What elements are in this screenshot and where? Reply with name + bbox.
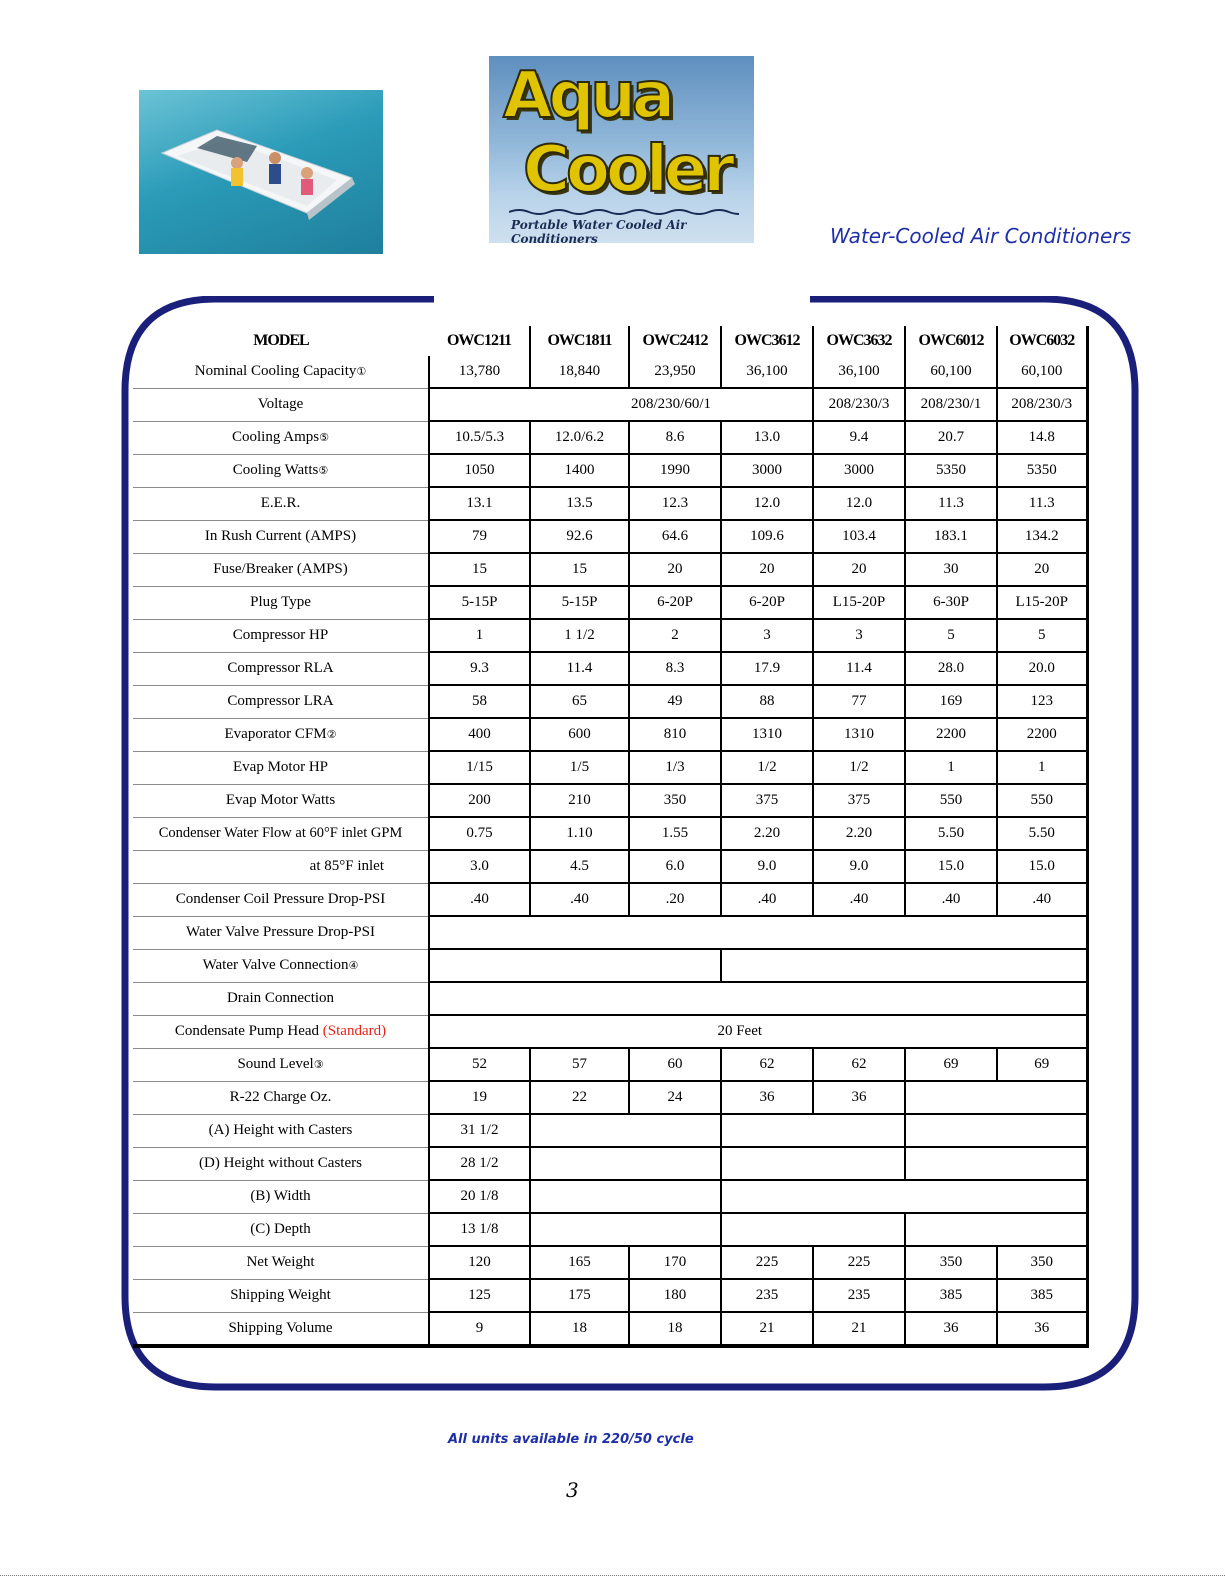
table-cell: 12.3 bbox=[629, 487, 721, 520]
table-cell: 60 bbox=[629, 1048, 721, 1081]
table-cell: 165 bbox=[530, 1246, 629, 1279]
table-cell: 6-20P bbox=[721, 586, 813, 619]
table-cell bbox=[905, 1213, 1087, 1246]
table-cell: 12.0 bbox=[721, 487, 813, 520]
table-cell: 183.1 bbox=[905, 520, 997, 553]
table-row bbox=[133, 619, 1087, 652]
table-cell: 5 bbox=[997, 619, 1087, 652]
table-cell: 385 bbox=[905, 1279, 997, 1312]
table-cell: 1400 bbox=[530, 454, 629, 487]
table-cell: 225 bbox=[813, 1246, 905, 1279]
table-cell: 77 bbox=[813, 685, 905, 718]
table-cell: 3 bbox=[721, 619, 813, 652]
table-cell: 36,100 bbox=[813, 356, 905, 388]
table-cell bbox=[905, 1147, 1087, 1180]
logo-wave bbox=[509, 208, 739, 216]
table-cell: 21 bbox=[813, 1312, 905, 1346]
table-cell: 3 bbox=[813, 619, 905, 652]
table-cell: 5-15P bbox=[429, 586, 530, 619]
table-cell: 22 bbox=[530, 1081, 629, 1114]
table-cell: 88 bbox=[721, 685, 813, 718]
model-column-header: OWC3612 bbox=[721, 326, 813, 356]
model-column-header: OWC6012 bbox=[905, 326, 997, 356]
table-cell: 9.0 bbox=[813, 850, 905, 883]
row-label: Shipping Volume bbox=[133, 1312, 429, 1346]
row-label: E.E.R. bbox=[133, 487, 429, 520]
row-label: Voltage bbox=[133, 388, 429, 421]
table-cell: 12.0/6.2 bbox=[530, 421, 629, 454]
table-cell: 60,100 bbox=[905, 356, 997, 388]
page-edge-divider bbox=[0, 1575, 1225, 1576]
row-label: Evap Motor Watts bbox=[133, 784, 429, 817]
table-row bbox=[133, 685, 1087, 718]
table-cell: 19 bbox=[429, 1081, 530, 1114]
table-cell: 20 bbox=[813, 553, 905, 586]
table-cell bbox=[721, 949, 1087, 982]
table-cell: 5-15P bbox=[530, 586, 629, 619]
table-cell: 235 bbox=[813, 1279, 905, 1312]
table-cell: 1310 bbox=[721, 718, 813, 751]
table-cell: 210 bbox=[530, 784, 629, 817]
table-cell: 134.2 bbox=[997, 520, 1087, 553]
table-cell: 3000 bbox=[721, 454, 813, 487]
table-cell: 350 bbox=[905, 1246, 997, 1279]
table-cell: 20 1/8 bbox=[429, 1180, 530, 1213]
table-cell bbox=[429, 982, 1087, 1015]
table-cell: 28 1/2 bbox=[429, 1147, 530, 1180]
table-cell: 10.5/5.3 bbox=[429, 421, 530, 454]
table-cell: 64.6 bbox=[629, 520, 721, 553]
table-cell: 0.75 bbox=[429, 817, 530, 850]
table-cell: 109.6 bbox=[721, 520, 813, 553]
table-cell bbox=[530, 1213, 721, 1246]
table-cell: 3000 bbox=[813, 454, 905, 487]
table-cell bbox=[429, 916, 1087, 949]
table-cell: 13.1 bbox=[429, 487, 530, 520]
table-cell: 58 bbox=[429, 685, 530, 718]
table-cell bbox=[530, 1180, 721, 1213]
table-cell: 13.5 bbox=[530, 487, 629, 520]
table-row bbox=[133, 356, 1087, 388]
table-cell: 225 bbox=[721, 1246, 813, 1279]
table-row bbox=[133, 1015, 1087, 1048]
model-column-header: OWC3632 bbox=[813, 326, 905, 356]
table-cell: 385 bbox=[997, 1279, 1087, 1312]
table-cell: 20.0 bbox=[997, 652, 1087, 685]
table-cell: 1 1/2 bbox=[530, 619, 629, 652]
table-row bbox=[133, 784, 1087, 817]
table-cell: L15-20P bbox=[813, 586, 905, 619]
table-cell: 6-20P bbox=[629, 586, 721, 619]
row-label: Compressor LRA bbox=[133, 685, 429, 718]
row-label: (B) Width bbox=[133, 1180, 429, 1213]
table-cell: 31 1/2 bbox=[429, 1114, 530, 1147]
table-cell: 57 bbox=[530, 1048, 629, 1081]
table-cell: 208/230/1 bbox=[905, 388, 997, 421]
availability-note: All units available in 220/50 cycle bbox=[448, 1432, 694, 1447]
table-cell: 18 bbox=[629, 1312, 721, 1346]
table-row bbox=[133, 1147, 1087, 1180]
table-row bbox=[133, 520, 1087, 553]
table-row bbox=[133, 850, 1087, 883]
table-cell: 21 bbox=[721, 1312, 813, 1346]
row-label: (C) Depth bbox=[133, 1213, 429, 1246]
table-row bbox=[133, 1279, 1087, 1312]
table-cell: 550 bbox=[997, 784, 1087, 817]
row-label: Nominal Cooling Capacity① bbox=[133, 356, 429, 388]
table-row bbox=[133, 1246, 1087, 1279]
table-row bbox=[133, 1213, 1087, 1246]
table-cell: .40 bbox=[813, 883, 905, 916]
table-row bbox=[133, 1180, 1087, 1213]
table-cell: .40 bbox=[429, 883, 530, 916]
table-cell: 3.0 bbox=[429, 850, 530, 883]
model-column-header: OWC1811 bbox=[530, 326, 629, 356]
table-cell: 103.4 bbox=[813, 520, 905, 553]
table-header-row bbox=[133, 326, 1087, 356]
page-tagline: Water-Cooled Air Conditioners bbox=[830, 224, 1131, 248]
table-cell: 6-30P bbox=[905, 586, 997, 619]
row-label: Fuse/Breaker (AMPS) bbox=[133, 553, 429, 586]
table-cell: 2 bbox=[629, 619, 721, 652]
table-row bbox=[133, 1114, 1087, 1147]
table-cell: 1.10 bbox=[530, 817, 629, 850]
table-cell: 1 bbox=[429, 619, 530, 652]
model-header: MODEL bbox=[253, 332, 309, 349]
table-cell: 62 bbox=[813, 1048, 905, 1081]
table-cell: 92.6 bbox=[530, 520, 629, 553]
table-cell: 14.8 bbox=[997, 421, 1087, 454]
table-cell: 36,100 bbox=[721, 356, 813, 388]
table-cell: 15 bbox=[429, 553, 530, 586]
table-row bbox=[133, 982, 1087, 1015]
boat-photo bbox=[139, 90, 383, 254]
table-cell: 13 1/8 bbox=[429, 1213, 530, 1246]
table-cell: 18,840 bbox=[530, 356, 629, 388]
table-cell: 170 bbox=[629, 1246, 721, 1279]
table-cell: 9.3 bbox=[429, 652, 530, 685]
row-label: In Rush Current (AMPS) bbox=[133, 520, 429, 553]
table-cell: 9.0 bbox=[721, 850, 813, 883]
model-column-header: OWC2412 bbox=[629, 326, 721, 356]
table-cell: 60,100 bbox=[997, 356, 1087, 388]
table-row bbox=[133, 817, 1087, 850]
row-label: Compressor HP bbox=[133, 619, 429, 652]
page-number: 3 bbox=[566, 1478, 579, 1502]
table-cell: 20 bbox=[629, 553, 721, 586]
table-cell: 5 bbox=[905, 619, 997, 652]
table-cell: 200 bbox=[429, 784, 530, 817]
table-cell: 400 bbox=[429, 718, 530, 751]
row-label: Shipping Weight bbox=[133, 1279, 429, 1312]
table-cell: 235 bbox=[721, 1279, 813, 1312]
table-cell: 28.0 bbox=[905, 652, 997, 685]
table-cell: 180 bbox=[629, 1279, 721, 1312]
table-cell: 5350 bbox=[905, 454, 997, 487]
row-label: Compressor RLA bbox=[133, 652, 429, 685]
row-label: (D) Height without Casters bbox=[133, 1147, 429, 1180]
table-cell bbox=[530, 1147, 721, 1180]
table-row bbox=[133, 652, 1087, 685]
table-cell: 125 bbox=[429, 1279, 530, 1312]
table-cell: 350 bbox=[629, 784, 721, 817]
table-cell: 36 bbox=[997, 1312, 1087, 1346]
table-cell bbox=[721, 1213, 905, 1246]
table-cell: 2200 bbox=[905, 718, 997, 751]
table-cell: 18 bbox=[530, 1312, 629, 1346]
table-cell: 2.20 bbox=[813, 817, 905, 850]
table-cell bbox=[721, 1147, 905, 1180]
aqua-cooler-logo bbox=[489, 56, 754, 243]
row-label: Condensate Pump Head (Standard) bbox=[133, 1015, 429, 1048]
table-row bbox=[133, 1312, 1087, 1346]
table-cell: 123 bbox=[997, 685, 1087, 718]
row-label: Evap Motor HP bbox=[133, 751, 429, 784]
table-cell: 375 bbox=[813, 784, 905, 817]
table-cell: 1990 bbox=[629, 454, 721, 487]
table-cell: 375 bbox=[721, 784, 813, 817]
table-cell: 15.0 bbox=[905, 850, 997, 883]
table-row bbox=[133, 916, 1087, 949]
table-row bbox=[133, 421, 1087, 454]
table-cell: 13,780 bbox=[429, 356, 530, 388]
table-row bbox=[133, 949, 1087, 982]
row-label: Drain Connection bbox=[133, 982, 429, 1015]
table-cell: L15-20P bbox=[997, 586, 1087, 619]
table-row bbox=[133, 586, 1087, 619]
table-cell: 5.50 bbox=[997, 817, 1087, 850]
table-cell: 11.4 bbox=[530, 652, 629, 685]
table-row bbox=[133, 883, 1087, 916]
logo-word-aqua: Aqua bbox=[503, 59, 672, 133]
table-cell: 8.3 bbox=[629, 652, 721, 685]
row-label: (A) Height with Casters bbox=[133, 1114, 429, 1147]
table-cell: 2200 bbox=[997, 718, 1087, 751]
table-cell bbox=[721, 1180, 1087, 1213]
table-cell: 15 bbox=[530, 553, 629, 586]
table-cell: 30 bbox=[905, 553, 997, 586]
model-column-header: OWC6032 bbox=[997, 326, 1087, 356]
table-cell: 20 bbox=[721, 553, 813, 586]
row-label: Plug Type bbox=[133, 586, 429, 619]
row-label: Evaporator CFM② bbox=[133, 718, 429, 751]
row-label: Water Valve Connection④ bbox=[133, 949, 429, 982]
row-label: at 85°F inlet bbox=[133, 850, 429, 883]
table-cell: 11.3 bbox=[997, 487, 1087, 520]
table-cell: 208/230/60/1 bbox=[429, 388, 813, 421]
table-row bbox=[133, 487, 1087, 520]
row-label: Sound Level③ bbox=[133, 1048, 429, 1081]
table-cell: 1 bbox=[997, 751, 1087, 784]
table-cell: 36 bbox=[721, 1081, 813, 1114]
table-cell: 65 bbox=[530, 685, 629, 718]
table-row bbox=[133, 1081, 1087, 1114]
table-cell: 11.3 bbox=[905, 487, 997, 520]
table-row bbox=[133, 1048, 1087, 1081]
table-cell: 1/2 bbox=[721, 751, 813, 784]
table-cell: 6.0 bbox=[629, 850, 721, 883]
table-cell: 2.20 bbox=[721, 817, 813, 850]
table-cell: 1310 bbox=[813, 718, 905, 751]
table-cell: 550 bbox=[905, 784, 997, 817]
table-cell: 1/3 bbox=[629, 751, 721, 784]
logo-subtitle: Portable Water Cooled Air Conditioners bbox=[511, 218, 687, 243]
logo-word-cooler: Cooler bbox=[523, 133, 731, 207]
table-row bbox=[133, 388, 1087, 421]
boat-illustration bbox=[157, 118, 357, 228]
table-cell: 11.4 bbox=[813, 652, 905, 685]
row-label: Cooling Watts⑤ bbox=[133, 454, 429, 487]
table-cell: 24 bbox=[629, 1081, 721, 1114]
table-cell: 600 bbox=[530, 718, 629, 751]
table-cell: 20 bbox=[997, 553, 1087, 586]
table-cell: 52 bbox=[429, 1048, 530, 1081]
table-cell: 20.7 bbox=[905, 421, 997, 454]
table-cell: 8.6 bbox=[629, 421, 721, 454]
table-cell: .20 bbox=[629, 883, 721, 916]
table-cell: .40 bbox=[997, 883, 1087, 916]
table-cell: 175 bbox=[530, 1279, 629, 1312]
table-cell bbox=[905, 1114, 1087, 1147]
table-cell: 49 bbox=[629, 685, 721, 718]
table-cell: 4.5 bbox=[530, 850, 629, 883]
table-cell: 79 bbox=[429, 520, 530, 553]
table-cell: 36 bbox=[905, 1312, 997, 1346]
row-label: Condenser Coil Pressure Drop-PSI bbox=[133, 883, 429, 916]
table-cell bbox=[530, 1114, 721, 1147]
table-cell: 1/15 bbox=[429, 751, 530, 784]
table-cell: 36 bbox=[813, 1081, 905, 1114]
table-cell: 1050 bbox=[429, 454, 530, 487]
table-cell: 208/230/3 bbox=[997, 388, 1087, 421]
table-cell: 9.4 bbox=[813, 421, 905, 454]
table-cell: .40 bbox=[530, 883, 629, 916]
table-cell: 1/2 bbox=[813, 751, 905, 784]
table-cell: 62 bbox=[721, 1048, 813, 1081]
table-cell: 9 bbox=[429, 1312, 530, 1346]
table-cell: .40 bbox=[905, 883, 997, 916]
table-cell: .40 bbox=[721, 883, 813, 916]
table-cell bbox=[429, 949, 721, 982]
table-row bbox=[133, 454, 1087, 487]
table-cell: 15.0 bbox=[997, 850, 1087, 883]
table-row bbox=[133, 751, 1087, 784]
specifications-table bbox=[133, 326, 1089, 1348]
table-cell: 13.0 bbox=[721, 421, 813, 454]
table-cell: 20 Feet bbox=[429, 1015, 1087, 1048]
table-cell: 810 bbox=[629, 718, 721, 751]
table-cell: 350 bbox=[997, 1246, 1087, 1279]
table-cell: 12.0 bbox=[813, 487, 905, 520]
table-cell bbox=[905, 1081, 1087, 1114]
table-cell: 23,950 bbox=[629, 356, 721, 388]
table-cell: 208/230/3 bbox=[813, 388, 905, 421]
table-cell: 1.55 bbox=[629, 817, 721, 850]
table-cell: 120 bbox=[429, 1246, 530, 1279]
table-cell: 1/5 bbox=[530, 751, 629, 784]
table-cell: 1 bbox=[905, 751, 997, 784]
table-cell: 69 bbox=[905, 1048, 997, 1081]
row-label: R-22 Charge Oz. bbox=[133, 1081, 429, 1114]
table-cell: 5.50 bbox=[905, 817, 997, 850]
model-column-header: OWC1211 bbox=[429, 326, 530, 356]
table-cell: 169 bbox=[905, 685, 997, 718]
table-cell: 17.9 bbox=[721, 652, 813, 685]
row-label: Net Weight bbox=[133, 1246, 429, 1279]
table-row bbox=[133, 718, 1087, 751]
row-label: Water Valve Pressure Drop-PSI bbox=[133, 916, 429, 949]
row-label: Condenser Water Flow at 60°F inlet GPM bbox=[133, 817, 429, 850]
table-cell bbox=[721, 1114, 905, 1147]
table-cell: 5350 bbox=[997, 454, 1087, 487]
row-label: Cooling Amps⑤ bbox=[133, 421, 429, 454]
table-cell: 69 bbox=[997, 1048, 1087, 1081]
table-row bbox=[133, 553, 1087, 586]
